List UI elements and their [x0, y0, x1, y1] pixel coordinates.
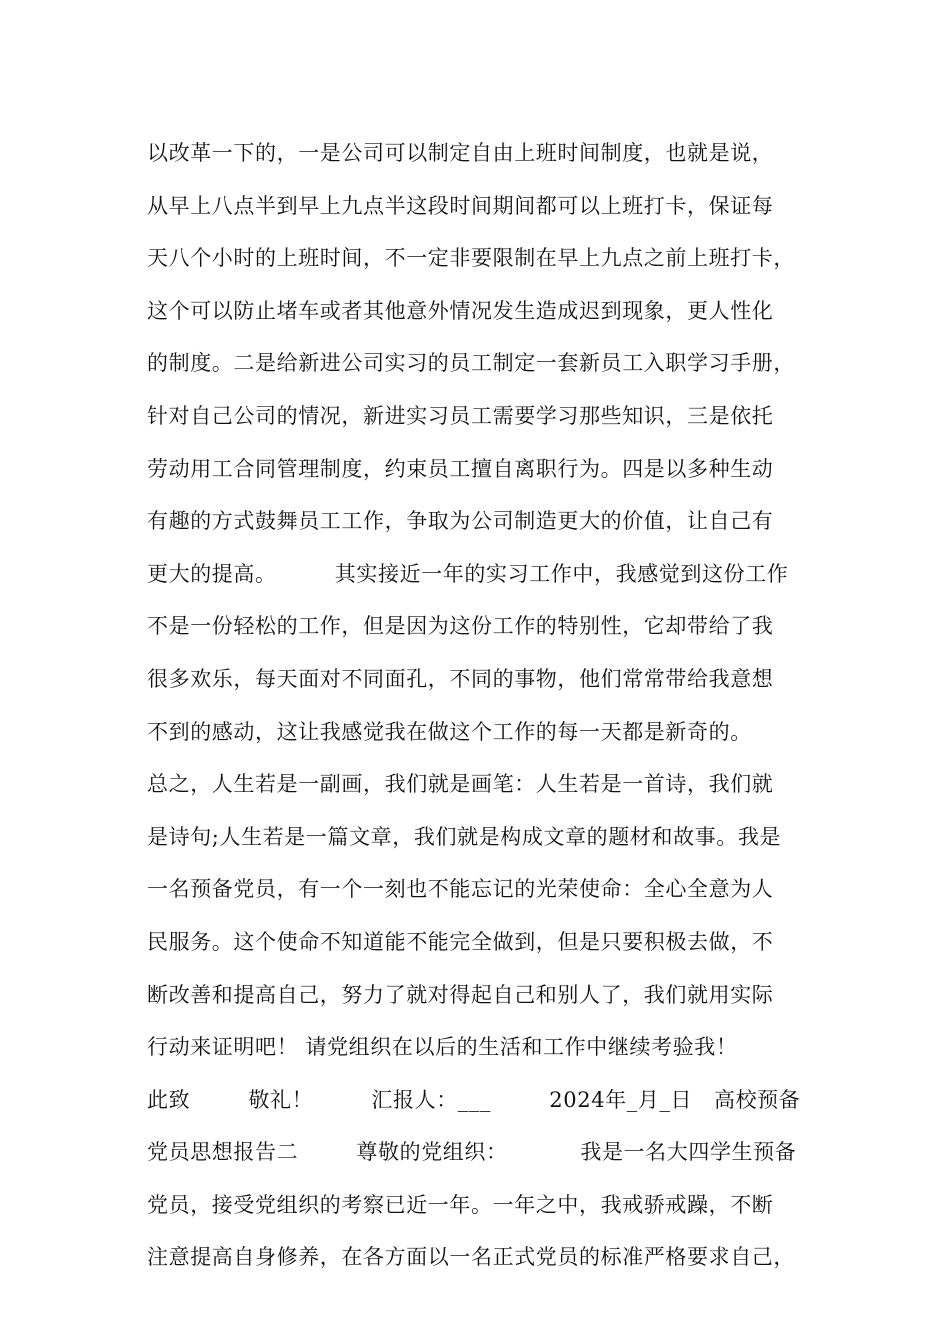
- text-line: 很多欢乐，每天面对不同面孔，不同的事物，他们常常带给我意想: [147, 666, 774, 691]
- text-line: 党员，接受党组织的考察已近一年。一年之中，我戒骄戒躁，不断: [147, 1192, 774, 1217]
- text-line: 更大的提高。 其实接近一年的实习工作中，我感觉到这份工作: [147, 561, 789, 586]
- text-line: 针对自己公司的情况，新进实习员工需要学习那些知识，三是依托: [147, 403, 774, 428]
- text-line: 是诗句;人生若是一篇文章，我们就是构成文章的题材和故事。我是: [147, 824, 782, 849]
- text-line: 一名预备党员，有一个一刻也不能忘记的光荣使命：全心全意为人: [147, 877, 774, 902]
- text-line: 行动来证明吧！ 请党组织在以后的生活和工作中继续考验我！: [147, 1035, 738, 1060]
- text-line: 民服务。这个使命不知道能不能完全做到，但是只要积极去做，不: [147, 929, 774, 954]
- text-line: 天八个小时的上班时间，不一定非要限制在早上九点之前上班打卡，: [147, 246, 795, 271]
- text-line: 总之，人生若是一副画，我们就是画笔：人生若是一首诗，我们就: [147, 772, 774, 797]
- text-line: 这个可以防止堵车或者其他意外情况发生造成迟到现象，更人性化: [147, 298, 774, 323]
- text-line: 此致 敬礼！ 汇报人：___ 2024年_月_日 高校预备: [147, 1087, 801, 1112]
- text-line: 劳动用工合同管理制度，约束员工擅自离职行为。四是以多种生动: [147, 456, 774, 481]
- text-line: 有趣的方式鼓舞员工工作，争取为公司制造更大的价值，让自己有: [147, 509, 774, 534]
- text-line: 从早上八点半到早上九点半这段时间期间都可以上班打卡，保证每: [147, 193, 774, 218]
- text-line: 的制度。二是给新进公司实习的员工制定一套新员工入职学习手册，: [147, 351, 795, 376]
- text-line: 以改革一下的，一是公司可以制定自由上班时间制度，也就是说，: [147, 141, 774, 165]
- text-line: 不到的感动，这让我感觉我在做这个工作的每一天都是新奇的。: [147, 719, 752, 744]
- text-line: 断改善和提高自己，努力了就对得起自己和别人了，我们就用实际: [147, 982, 774, 1007]
- text-line: 注意提高自身修养，在各方面以一名正式党员的标准严格要求自己，: [147, 1245, 795, 1270]
- text-line: 不是一份轻松的工作，但是因为这份工作的特别性，它却带给了我: [147, 614, 774, 639]
- body-text: [147, 127, 827, 1284]
- text-line: 党员思想报告二 尊敬的党组织： 我是一名大四学生预备: [147, 1140, 797, 1165]
